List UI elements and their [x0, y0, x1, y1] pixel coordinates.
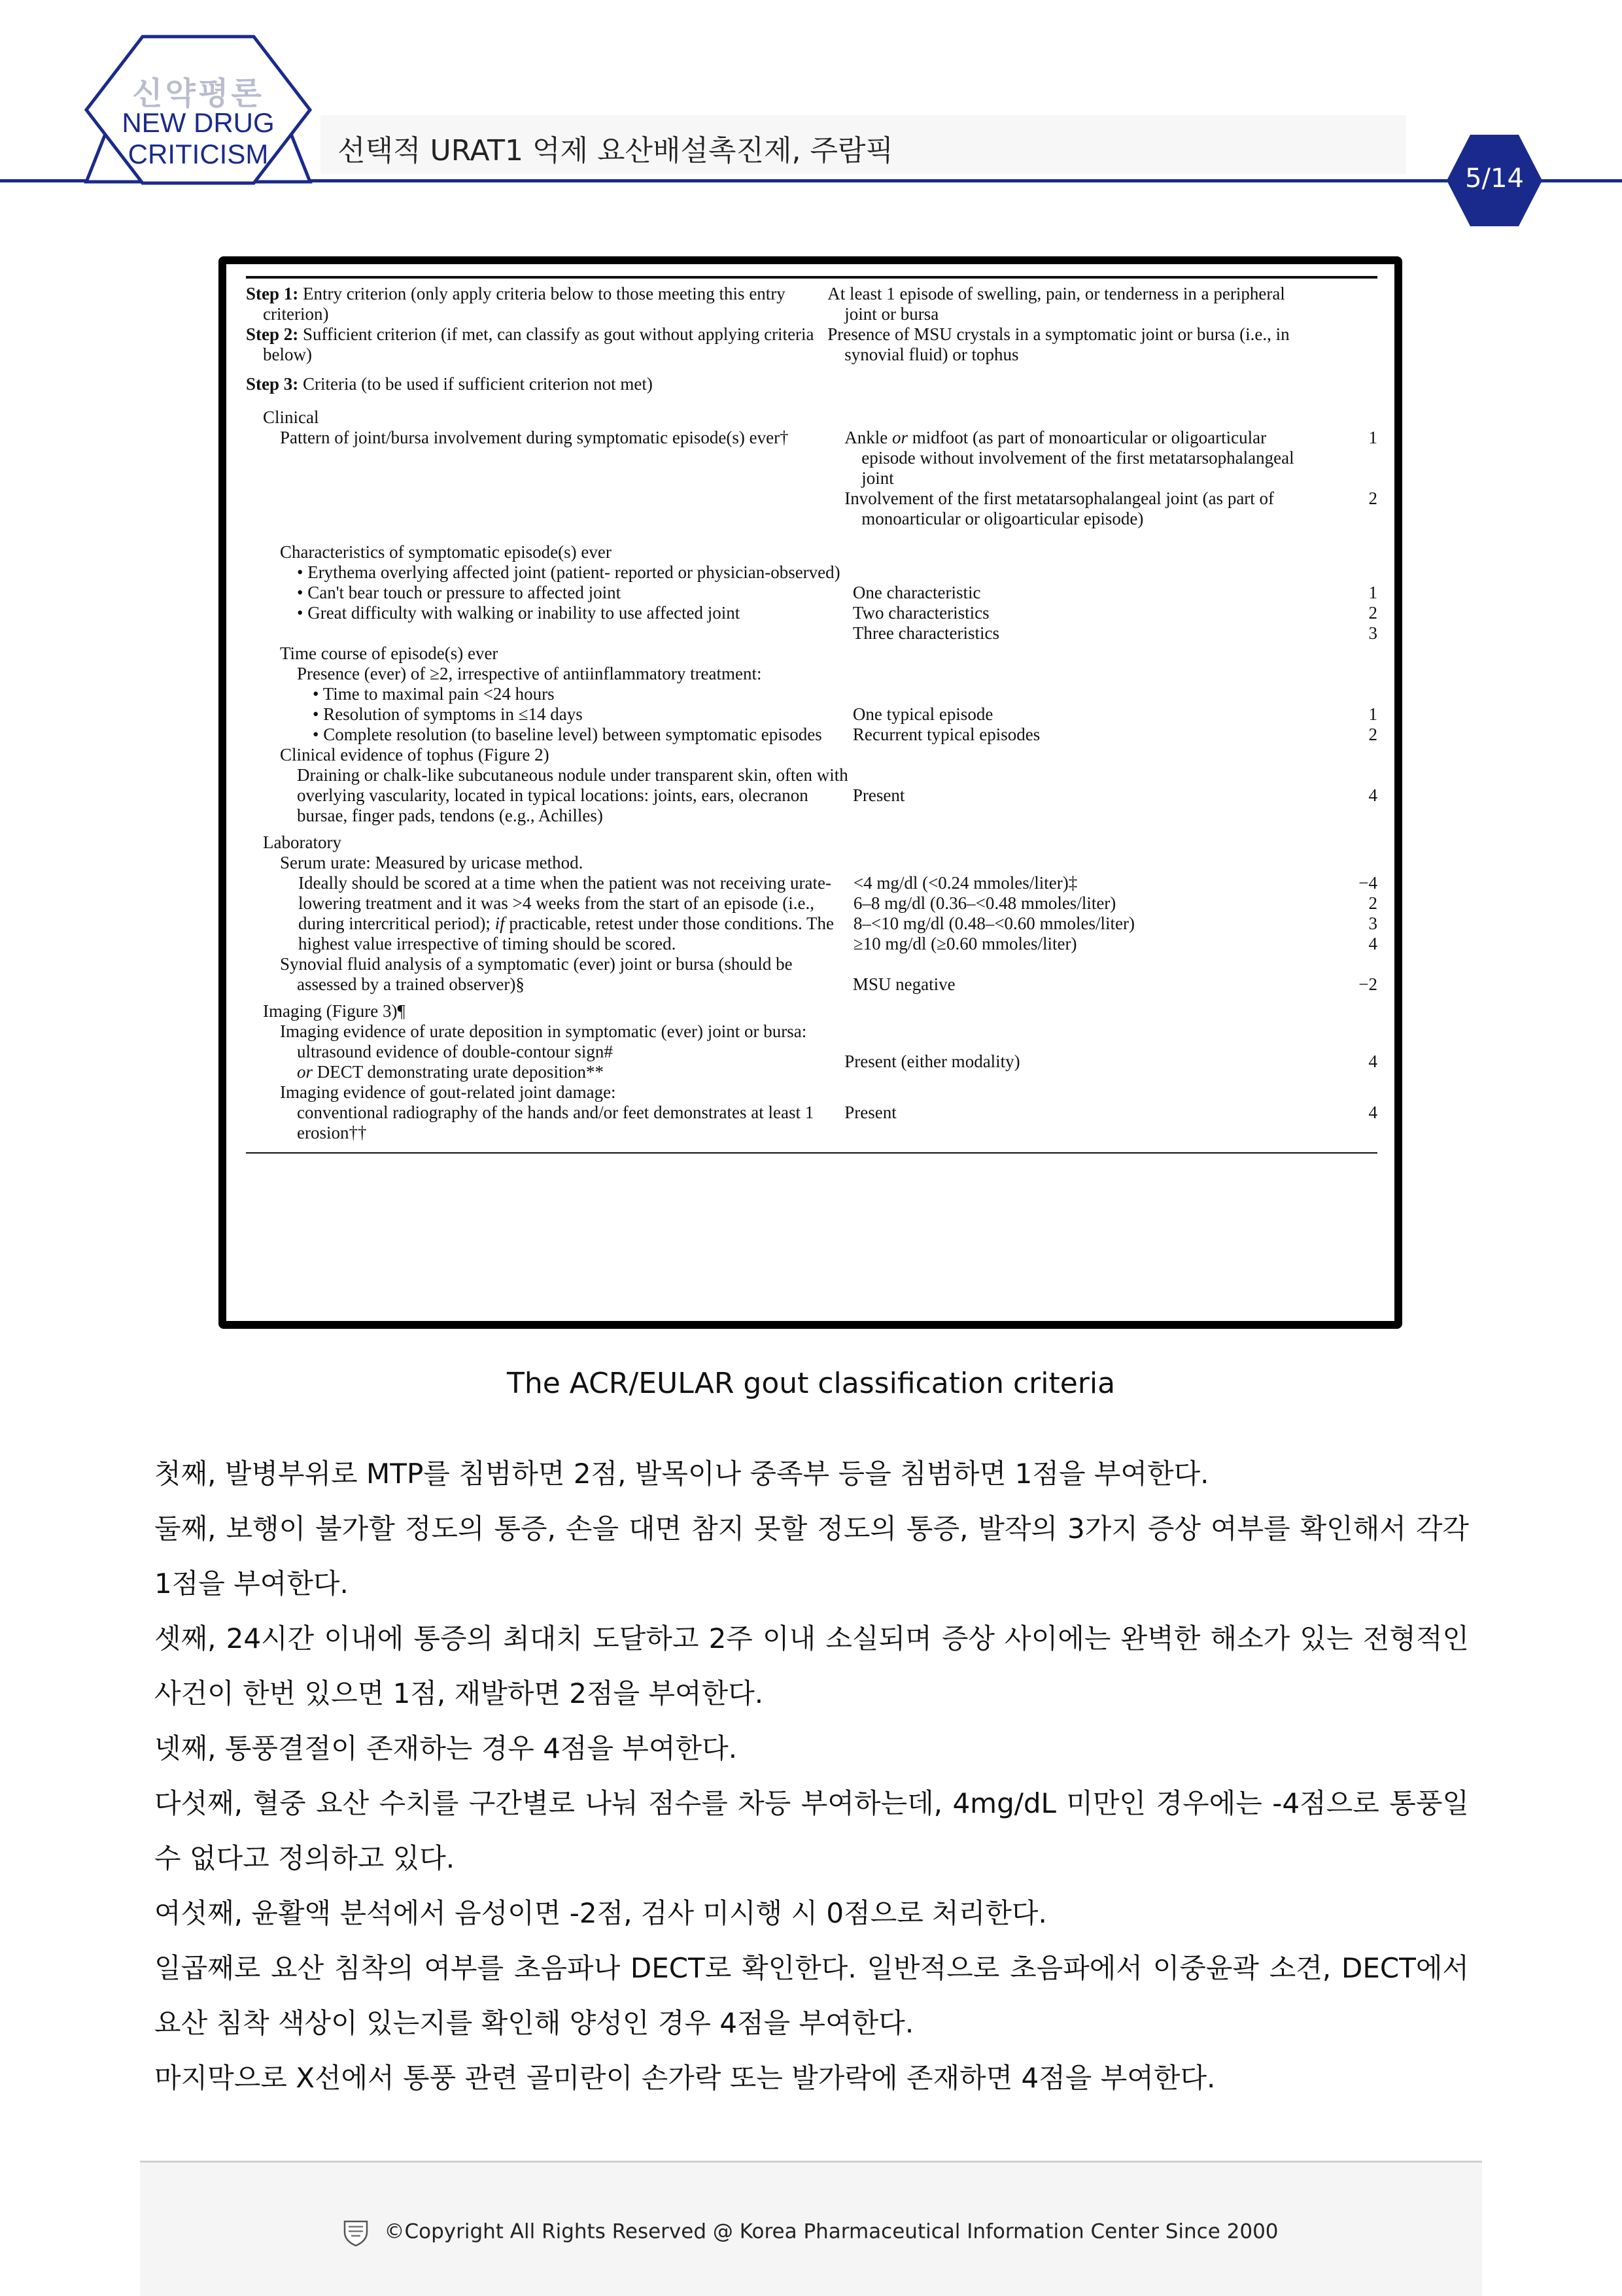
step2-text: Sufficient criterion (if met, can classify as gout without applying criteria below): [263, 324, 814, 364]
table-row-imaging-2: [246, 1082, 1377, 1143]
footer: [140, 2161, 1482, 2296]
char-bullet-3: • Great difficulty with walking or inability to use affected joint: [297, 603, 740, 623]
step2-criterion: Presence of MSU crystals in a symptomatic joint or bursa (i.e., in synovial fluid) or tophus: [827, 324, 1290, 364]
step1-label: Step 1:: [246, 284, 299, 303]
serum-option-4-score: 4: [1368, 934, 1377, 953]
tc-option-2: Recurrent typical episodes: [852, 725, 1041, 744]
timecourse-presence: Presence (ever) of ≥2, irrespective of antiinflammatory treatment:: [297, 664, 762, 683]
page-indicator: 5/14: [1465, 163, 1524, 194]
serum-option-2-score: 2: [1368, 893, 1377, 913]
paragraph: 둘째, 보행이 불가할 정도의 통증, 손을 대면 참지 못할 정도의 통증, 발작의 3가지 증상 여부를 확인해서 각각 1점을 부여한다.: [154, 1513, 1469, 1600]
tophus-score: 4: [1368, 785, 1377, 805]
footer-content: [140, 2219, 1482, 2246]
logo-korean: 신약평론: [132, 75, 264, 112]
characteristics-label: Characteristics of symptomatic episode(s) ever: [280, 542, 612, 562]
char-option-2: Two characteristics: [852, 603, 990, 623]
imaging1-score: 4: [1368, 1052, 1377, 1071]
pattern-option1-score: 1: [1368, 428, 1377, 447]
serum-option-3: 8–<10 mg/dl (0.48–<0.60 mmoles/liter): [853, 914, 1135, 933]
crest-icon: [343, 2219, 368, 2246]
synovial-option: MSU negative: [852, 974, 956, 994]
imaging1-option: Present (either modality): [844, 1052, 1020, 1071]
tc-bullet-3: • Complete resolution (to baseline level) between symptomatic episodes: [313, 725, 822, 744]
char-bullet-1: • Erythema overlying affected joint (patient- reported or physician-observed): [297, 562, 840, 582]
char-option-3: Three characteristics: [852, 623, 999, 643]
paragraph: 마지막으로 X선에서 통풍 관련 골미란이 손가락 또는 발가락에 존재하면 4점을 부여한다.: [154, 2062, 1216, 2094]
table-row-characteristics: [246, 562, 1377, 643]
table-row-step1: [246, 284, 1377, 324]
tophus-label: Clinical evidence of tophus (Figure 2): [280, 745, 549, 764]
serum-option-4: ≥10 mg/dl (≥0.60 mmoles/liter): [853, 934, 1077, 953]
char-option-1: One characteristic: [852, 583, 981, 602]
imaging2-label: Imaging evidence of gout-related joint damage:: [280, 1082, 616, 1102]
pattern-option2: Involvement of the first metatarsophalangeal joint (as part of monoarticular or oligoarticular episode): [844, 488, 1275, 528]
imaging1-label: Imaging evidence of urate deposition in symptomatic (ever) joint or bursa:: [280, 1021, 807, 1041]
step2-label: Step 2:: [246, 324, 299, 344]
paragraph: 셋째, 24시간 이내에 통증의 최대치 도달하고 2주 이내 소실되며 증상 사이에는 완벽한 해소가 있는 전형적인 사건이 한번 있으면 1점, 재발하면 2점을 부여한다.: [154, 1622, 1469, 1709]
step3-label: Step 3:: [246, 374, 299, 394]
pattern-option2-score: 2: [1368, 488, 1377, 508]
imaging2-option: Present: [844, 1103, 897, 1122]
body-text: [154, 1447, 1469, 2106]
serum-option-1-score: −4: [1358, 873, 1377, 893]
copyright-text: ©Copyright All Rights Reserved @ Korea Pharmaceutical Information Center Since 2000: [384, 2219, 1279, 2244]
imaging-heading: Imaging (Figure 3)¶: [263, 1001, 406, 1021]
table-row-step3: [246, 374, 1377, 394]
serum-description: Ideally should be scored at a time when the patient was not receiving urate-lowering treatment and it was >4 weeks from the start of an episode (i.e., during intercritical period); if practicable, retest under those conditions. The highest value irrespective of timing should be scored.: [298, 873, 834, 953]
char-bullet-2: • Can't bear touch or pressure to affected joint: [297, 583, 621, 602]
synovial-label: Synovial fluid analysis of a symptomatic (ever) joint or bursa (should be assessed by a trained observer)§: [280, 954, 793, 994]
imaging1-desc-1: ultrasound evidence of double-contour sign#: [297, 1042, 613, 1061]
table-row-tophus: [246, 765, 1377, 826]
serum-option-1: <4 mg/dl (<0.24 mmoles/liter)‡: [853, 873, 1078, 893]
step3-text: Criteria (to be used if sufficient criterion not met): [303, 374, 653, 394]
imaging1-desc-2: or DECT demonstrating urate deposition**: [297, 1062, 604, 1082]
imaging2-description: conventional radiography of the hands and/or feet demonstrates at least 1 erosion††: [297, 1103, 814, 1142]
paragraph: 첫째, 발병부위로 MTP를 침범하면 2점, 발목이나 중족부 등을 침범하면 1점을 부여한다.: [154, 1458, 1209, 1490]
tophus-option: Present: [852, 785, 905, 805]
table-bottom-rule: [246, 1152, 1377, 1154]
synovial-score: −2: [1358, 974, 1377, 994]
serum-label: Serum urate: Measured by uricase method.: [280, 853, 583, 872]
tc-option-2-score: 2: [1368, 725, 1377, 744]
logo-english-line1: NEW DRUG: [122, 107, 275, 138]
char-option-2-score: 2: [1368, 603, 1377, 623]
step1-text: Entry criterion (only apply criteria below to those meeting this entry criterion): [263, 284, 785, 324]
pattern-option1: Ankle or midfoot (as part of monoarticular or oligoarticular episode without involvement of the first metatarsophalangeal joint: [844, 428, 1294, 488]
tc-bullet-1: • Time to maximal pain <24 hours: [313, 684, 555, 704]
figure-caption: The ACR/EULAR gout classification criteria: [506, 1367, 1116, 1400]
tc-bullet-2: • Resolution of symptoms in ≤14 days: [313, 704, 583, 724]
tophus-description: Draining or chalk-like subcutaneous nodule under transparent skin, often with overlying vascularity, located in typical locations: joints, ears, olecranon bursae, finger pads, tendons (e.g., Achilles): [297, 765, 848, 825]
table-row-step2: [246, 324, 1377, 365]
criteria-table: [246, 276, 1377, 1154]
article-title: 선택적 URAT1 억제 요산배설촉진제, 주람픽: [337, 134, 894, 167]
paragraph: 일곱째로 요산 침착의 여부를 초음파나 DECT로 확인한다. 일반적으로 초음파에서 이중윤곽 소견, DECT에서 요산 침착 색상이 있는지를 확인해 양성인 경우 4점을 부여한다.: [154, 1952, 1469, 2039]
logo-english-line2: CRITICISM: [128, 139, 269, 169]
step1-criterion: At least 1 episode of swelling, pain, or tenderness in a peripheral joint or bursa: [827, 284, 1285, 324]
table-row-pattern: [246, 428, 1377, 529]
char-option-1-score: 1: [1368, 583, 1377, 602]
pattern-label: Pattern of joint/bursa involvement during symptomatic episode(s) ever†: [280, 428, 789, 447]
tc-option-1: One typical episode: [852, 704, 993, 724]
imaging2-score: 4: [1368, 1103, 1377, 1122]
clinical-heading: Clinical: [263, 407, 319, 427]
char-option-3-score: 3: [1368, 623, 1377, 643]
paragraph: 다섯째, 혈중 요산 수치를 구간별로 나눠 점수를 차등 부여하는데, 4mg/dL 미만인 경우에는 -4점으로 통풍일 수 없다고 정의하고 있다.: [154, 1787, 1469, 1874]
paragraph: 넷째, 통풍결절이 존재하는 경우 4점을 부여한다.: [154, 1732, 738, 1764]
timecourse-label: Time course of episode(s) ever: [280, 643, 498, 663]
serum-option-3-score: 3: [1368, 914, 1377, 933]
serum-option-2: 6–8 mg/dl (0.36–<0.48 mmoles/liter): [853, 893, 1116, 913]
table-row-serum: [246, 873, 1377, 954]
criteria-table-figure: [218, 256, 1402, 1329]
table-row-timecourse: [246, 664, 1377, 745]
table-top-rule: [246, 276, 1377, 279]
table-row-synovial: [246, 954, 1377, 995]
tc-option-1-score: 1: [1368, 704, 1377, 724]
paragraph: 여섯째, 윤활액 분석에서 음성이면 -2점, 검사 미시행 시 0점으로 처리한다.: [154, 1897, 1047, 1929]
laboratory-heading: Laboratory: [263, 832, 341, 852]
table-row-imaging-1: [246, 1021, 1377, 1082]
